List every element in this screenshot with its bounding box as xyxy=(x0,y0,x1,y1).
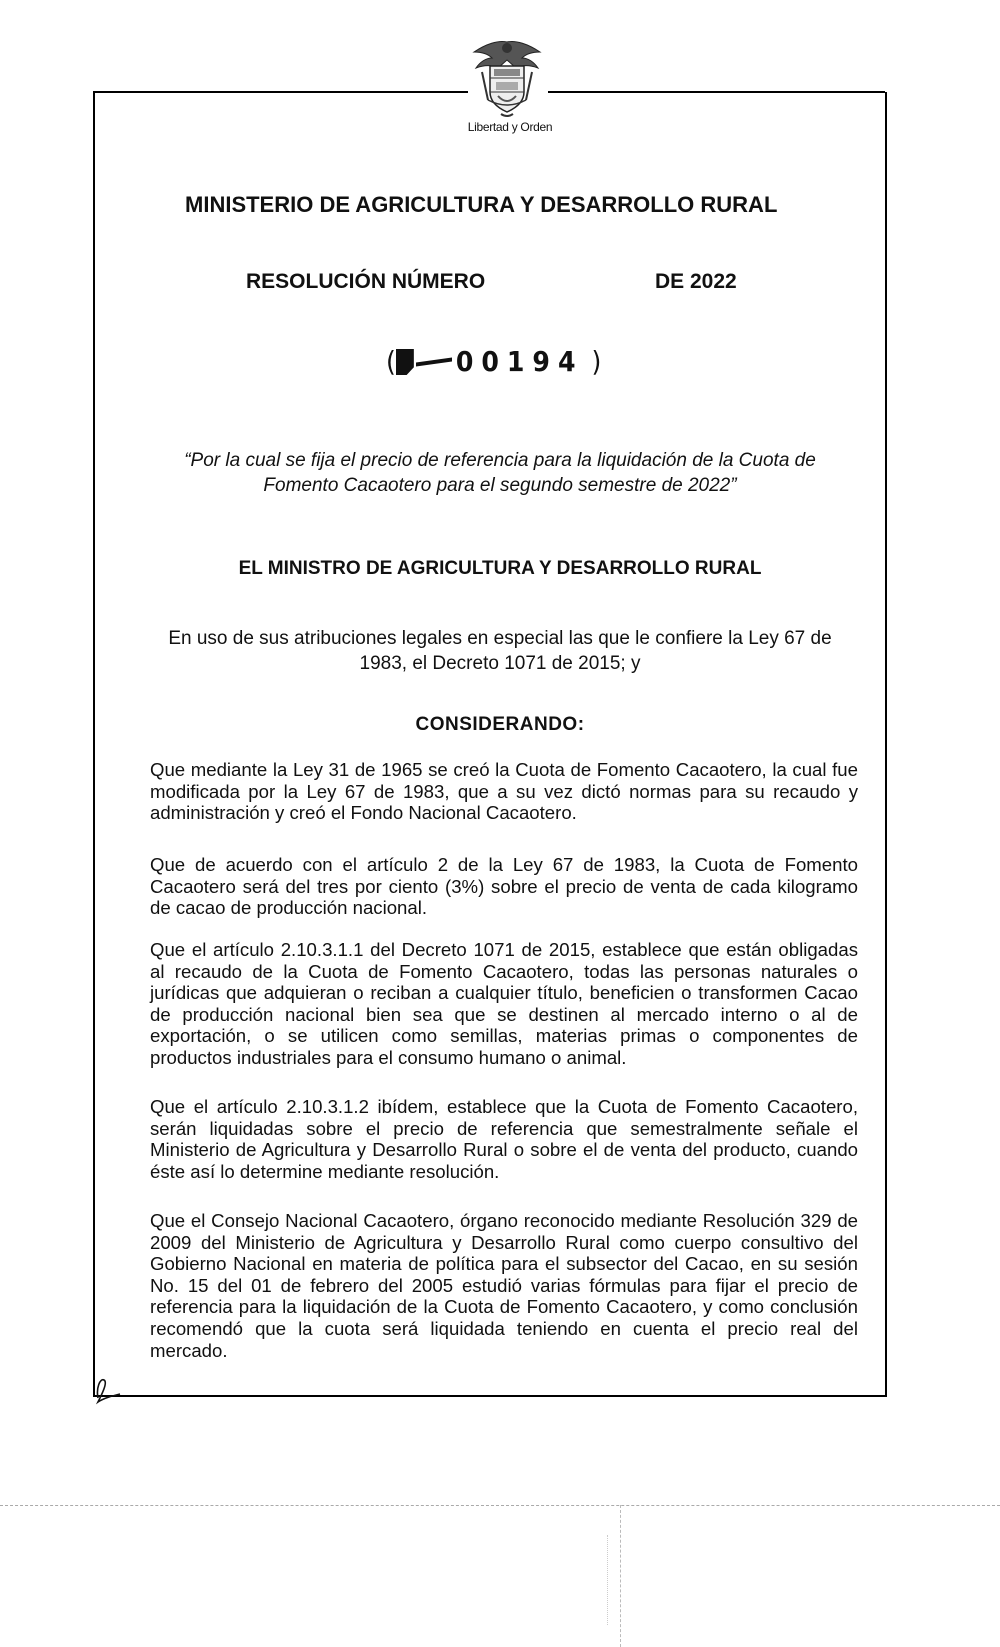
considerando-paragraph: Que el Consejo Nacional Cacaotero, órgano reconocido mediante Resolución 329 de 2009 del Ministerio de Agricultura y Desarrollo Rural como cuerpo consultivo del Gobierno Nacional en materia de política para el subsector del Cacao, en su sesión No. 15 del 01 de febrero del 2005 estudió varias fórmulas para fijar el precio de referencia para la liquidación de la Cuota de Fomento Cacaotero, y como conclusión recomendó que la cuota será liquidada teniendo en cuenta el precio real del mercado. xyxy=(150,1210,858,1361)
close-paren: ) xyxy=(583,345,602,378)
coat-of-arms-icon xyxy=(468,38,546,120)
document-frame xyxy=(93,92,887,1397)
stamp-dash xyxy=(416,357,452,366)
considerando-paragraph: Que el artículo 2.10.3.1.1 del Decreto 1071 de 2015, establece que están obligadas al recaudo de la Cuota de Fomento Cacaotero, todas las personas naturales o jurídicas que adquieran o reciban a cualquier título, beneficien o transformen Cacao de producción nacional bien sea que se destinen al mercado interno o al de exportación, o se utilicen como semillas, materias primas o componentes de productos industriales para el consumo humano o animal. xyxy=(150,939,858,1068)
resolution-year: DE 2022 xyxy=(655,270,737,293)
resolution-number-stamp xyxy=(386,345,601,378)
considerando-paragraph: Que mediante la Ley 31 de 1965 se creó la Cuota de Fomento Cacaotero, la cual fue modificada por la Ley 67 de 1983, que a su vez dictó normas para su recaudo y administración y creó el Fondo Nacional Cacaotero. xyxy=(150,759,858,824)
handwritten-initials xyxy=(90,1368,130,1408)
ministry-title: MINISTERIO DE AGRICULTURA Y DESARROLLO RURAL xyxy=(185,192,778,217)
resolution-epigraph: “Por la cual se fija el precio de referencia para la liquidación de la Cuota de Fomento Cacaotero para el segundo semestre de 2022” xyxy=(184,450,816,496)
seal-motto: Libertad y Orden xyxy=(467,120,553,134)
considerando-paragraph: Que el artículo 2.10.3.1.2 ibídem, establece que la Cuota de Fomento Cacaotero, serán liquidadas sobre el precio de referencia que semestralmente señale el Ministerio de Agricultura y Desarrollo Rural o sobre el de venta del producto, cuando éste así lo determine mediante resolución. xyxy=(150,1096,858,1182)
considerando-paragraph: Que de acuerdo con el artículo 2 de la Ley 67 de 1983, la Cuota de Fomento Cacaotero será del tres por ciento (3%) sobre el precio de venta de cada kilogramo de cacao de producción nacional. xyxy=(150,854,858,919)
minister-title: EL MINISTRO DE AGRICULTURA Y DESARROLLO RURAL xyxy=(238,558,762,579)
open-paren: ( xyxy=(386,345,396,378)
resolution-label: RESOLUCIÓN NÚMERO xyxy=(246,270,486,293)
page-fold-line xyxy=(607,1535,608,1625)
page-fold-line xyxy=(620,1505,621,1647)
stamp-mark xyxy=(396,349,414,375)
resolution-number: 00194 xyxy=(455,345,584,378)
page-bottom-rule xyxy=(0,1505,1000,1506)
intro-paragraph: En uso de sus atribuciones legales en especial las que le confiere la Ley 67 de 1983, el Decreto 1071 de 2015; y xyxy=(168,628,832,674)
considerando-heading: CONSIDERANDO: xyxy=(415,714,585,735)
